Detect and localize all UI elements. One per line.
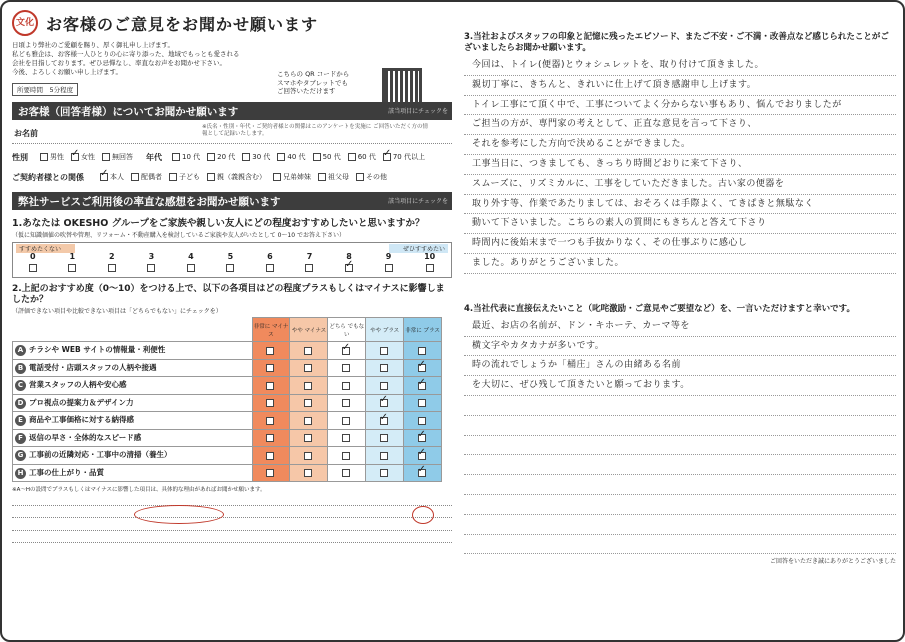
gender-options bbox=[40, 152, 140, 163]
rating-cell[interactable] bbox=[404, 359, 442, 377]
checkbox[interactable] bbox=[342, 399, 350, 407]
item-text: 工事前の近隣対応・工事中の清掃（養生） bbox=[29, 450, 172, 460]
option-label: 本人 bbox=[110, 172, 124, 181]
checkbox[interactable] bbox=[131, 173, 139, 181]
rating-cell[interactable] bbox=[404, 429, 442, 447]
qr-caption-line: スマホやタブレットでも bbox=[277, 78, 349, 87]
qr-caption bbox=[277, 70, 357, 96]
option-item[interactable] bbox=[71, 152, 95, 162]
rating-cell[interactable] bbox=[252, 429, 290, 447]
checkbox[interactable] bbox=[418, 364, 426, 372]
option-item[interactable] bbox=[242, 152, 270, 162]
option-item[interactable] bbox=[383, 152, 425, 162]
item-text: チラシや WEB サイトの情報量・利便性 bbox=[29, 345, 166, 355]
checkbox[interactable] bbox=[266, 264, 274, 272]
handwritten-line: 工事当日に、つきましても、きっちり時間どおりに来て下さり、 bbox=[464, 155, 896, 175]
q2-subtitle: （評価できない項目や比較できない項目は「どちらでもない」にチェックを） bbox=[12, 308, 222, 315]
table-row bbox=[13, 464, 442, 482]
rating-cell[interactable] bbox=[366, 464, 404, 482]
factor-label bbox=[13, 412, 253, 430]
rating-cell[interactable] bbox=[404, 342, 442, 360]
answer-line[interactable] bbox=[464, 475, 896, 495]
rating-cell[interactable] bbox=[366, 447, 404, 465]
checkbox[interactable] bbox=[426, 264, 434, 272]
option-item[interactable] bbox=[356, 172, 387, 182]
checkbox[interactable] bbox=[342, 364, 350, 372]
rating-cell[interactable] bbox=[366, 394, 404, 412]
factor-label bbox=[13, 447, 253, 465]
checkbox[interactable] bbox=[266, 452, 274, 460]
rating-cell[interactable] bbox=[404, 447, 442, 465]
scale-option[interactable] bbox=[345, 252, 353, 272]
option-label: 60 代 bbox=[357, 152, 376, 161]
checkbox[interactable] bbox=[266, 399, 274, 407]
item-badge: D bbox=[15, 398, 26, 409]
checkbox[interactable] bbox=[172, 153, 180, 161]
option-item[interactable] bbox=[131, 172, 162, 182]
option-label: 50 代 bbox=[322, 152, 341, 161]
rating-cell[interactable] bbox=[366, 412, 404, 430]
rating-cell[interactable] bbox=[328, 464, 366, 482]
checkbox[interactable] bbox=[207, 153, 215, 161]
intro-line: 会社を目指しております。ぜひ忌憚なし、率直なお声をお聞かせ下さい。 bbox=[12, 59, 226, 67]
answer-line[interactable] bbox=[12, 493, 452, 506]
option-item[interactable] bbox=[348, 152, 376, 162]
answer-line[interactable] bbox=[464, 455, 896, 475]
checkbox[interactable] bbox=[383, 153, 391, 161]
scale-number: 5 bbox=[227, 252, 234, 261]
scale-number: 7 bbox=[306, 252, 313, 261]
rating-cell[interactable] bbox=[252, 394, 290, 412]
checkbox[interactable] bbox=[305, 264, 313, 272]
handwritten-line: を大切に、ぜひ残して頂きたいと願っております。 bbox=[464, 376, 896, 396]
customer-section-bar bbox=[12, 102, 452, 120]
rating-cell[interactable] bbox=[366, 377, 404, 395]
company-stamp: 文化 bbox=[12, 10, 38, 36]
answer-line[interactable] bbox=[464, 515, 896, 535]
handwritten-line: 時の流れでしょうか「桶庄」さんの由緒ある名前 bbox=[464, 356, 896, 376]
section-title: お客様（回答者様）についてお聞かせ願います bbox=[18, 105, 239, 118]
q3-title: 3.当社およびスタッフの印象と記憶に残ったエピソード、またご不安・ご不満・改善点など感じられたことがございましたらお聞かせ願います。 bbox=[464, 32, 889, 53]
rating-cell[interactable] bbox=[328, 342, 366, 360]
checkbox[interactable] bbox=[147, 264, 155, 272]
option-label: その他 bbox=[366, 172, 387, 181]
checkbox[interactable] bbox=[342, 452, 350, 460]
factor-label bbox=[13, 429, 253, 447]
option-item[interactable] bbox=[207, 152, 235, 162]
scale-option[interactable] bbox=[29, 252, 37, 272]
checkbox[interactable] bbox=[40, 153, 48, 161]
checkbox[interactable] bbox=[313, 153, 321, 161]
intro-text bbox=[12, 41, 257, 77]
table-row bbox=[13, 447, 442, 465]
rating-cell[interactable] bbox=[290, 464, 328, 482]
scale-option[interactable] bbox=[266, 252, 274, 272]
handwritten-line: 最近、お店の名前が、ドン・キホーテ、カーマ等を bbox=[464, 317, 896, 337]
checkbox[interactable] bbox=[304, 434, 312, 442]
checkbox[interactable] bbox=[266, 347, 274, 355]
scale-option[interactable] bbox=[108, 252, 116, 272]
scale-number: 3 bbox=[148, 252, 155, 261]
handwritten-line: ました。ありがとうございました。 bbox=[464, 254, 896, 274]
name-label: お名前 bbox=[14, 129, 38, 138]
service-section-bar bbox=[12, 192, 452, 210]
item-badge: E bbox=[15, 415, 26, 426]
checkbox[interactable] bbox=[385, 264, 393, 272]
checkbox[interactable] bbox=[380, 452, 388, 460]
option-label: 男性 bbox=[50, 152, 64, 161]
answer-line[interactable] bbox=[464, 495, 896, 515]
qr-caption-line: ご回答いただけます bbox=[277, 87, 336, 95]
option-label: 女性 bbox=[81, 152, 95, 161]
factor-body bbox=[13, 342, 442, 482]
item-text: プロ視点の提案力＆デザイン力 bbox=[29, 397, 134, 407]
checkbox[interactable] bbox=[380, 347, 388, 355]
check-note: 該当項目にチェックを bbox=[388, 108, 448, 115]
checkbox[interactable] bbox=[100, 173, 108, 181]
right-column bbox=[464, 8, 896, 638]
rating-cell[interactable] bbox=[404, 377, 442, 395]
scale-low-label: すすめたくない bbox=[16, 244, 75, 253]
factor-label bbox=[13, 359, 253, 377]
scale-number: 0 bbox=[29, 252, 36, 261]
item-badge: G bbox=[15, 450, 26, 461]
checkbox[interactable] bbox=[68, 264, 76, 272]
name-field[interactable] bbox=[12, 122, 452, 144]
rating-cell[interactable] bbox=[328, 429, 366, 447]
checkbox[interactable] bbox=[108, 264, 116, 272]
handwritten-line: トイレ工事にて頂く中で、工事についてよく分からない事もあり、悩んでおりましたが bbox=[464, 96, 896, 116]
item-text: 営業スタッフの人柄や安心感 bbox=[29, 380, 127, 390]
table-row bbox=[13, 377, 442, 395]
scale-option[interactable] bbox=[424, 252, 435, 272]
factor-table bbox=[12, 317, 442, 482]
table-row bbox=[13, 394, 442, 412]
gender-label: 性別 bbox=[12, 152, 28, 162]
rating-cell[interactable] bbox=[290, 394, 328, 412]
rating-cell[interactable] bbox=[366, 342, 404, 360]
rating-cell[interactable] bbox=[366, 429, 404, 447]
checkbox[interactable] bbox=[242, 153, 250, 161]
intro-line: 日頃より弊社のご愛顧を賜り、厚く御礼申し上げます。 bbox=[12, 41, 174, 49]
option-label: 10 代 bbox=[182, 152, 201, 161]
checkbox[interactable] bbox=[304, 417, 312, 425]
answer-line[interactable] bbox=[12, 531, 452, 544]
checkbox[interactable] bbox=[169, 173, 177, 181]
item-text: 返信の早さ・全体的なスピード感 bbox=[29, 432, 142, 442]
blank-header bbox=[13, 318, 253, 342]
relation-options bbox=[100, 172, 394, 183]
checkbox[interactable] bbox=[348, 153, 356, 161]
handwritten-line: スムーズに、リズミカルに、工事をしていただきました。古い家の便器を bbox=[464, 175, 896, 195]
scale-number: 10 bbox=[424, 252, 436, 261]
rating-cell[interactable] bbox=[252, 342, 290, 360]
option-label: 20 代 bbox=[217, 152, 236, 161]
option-label: 配偶者 bbox=[141, 172, 162, 181]
rating-cell[interactable] bbox=[252, 377, 290, 395]
checkbox[interactable] bbox=[418, 469, 426, 477]
scale-numbers bbox=[13, 252, 451, 272]
table-header-row bbox=[13, 318, 442, 342]
time-required: 所要時間 5分程度 bbox=[12, 83, 78, 96]
rating-cell[interactable] bbox=[252, 447, 290, 465]
scale-number: 8 bbox=[346, 252, 352, 261]
item-text: 電話受付・店頭スタッフの人柄や接遇 bbox=[29, 362, 157, 372]
scale-high-label: ぜひすすめたい bbox=[389, 244, 448, 253]
col-head: 非常に プラス bbox=[404, 318, 442, 342]
scale-option[interactable] bbox=[385, 252, 393, 272]
answer-line[interactable] bbox=[12, 518, 452, 531]
checkbox[interactable] bbox=[304, 399, 312, 407]
rating-cell[interactable] bbox=[404, 412, 442, 430]
checkbox[interactable] bbox=[418, 452, 426, 460]
answer-line[interactable] bbox=[464, 436, 896, 456]
answer-line[interactable] bbox=[464, 535, 896, 555]
handwritten-line: 動いて下さいました。こちらの素人の質問にもきちんと答えて下さり bbox=[464, 214, 896, 234]
checkbox[interactable] bbox=[304, 347, 312, 355]
checkbox[interactable] bbox=[266, 434, 274, 442]
option-item[interactable] bbox=[40, 152, 64, 162]
checkbox[interactable] bbox=[380, 364, 388, 372]
age-label: 年代 bbox=[146, 152, 162, 162]
checkbox[interactable] bbox=[342, 347, 350, 355]
option-item[interactable] bbox=[273, 172, 311, 182]
relation-label: ご契約者様との関係 bbox=[12, 172, 84, 182]
checkbox[interactable] bbox=[266, 469, 274, 477]
rating-cell[interactable] bbox=[328, 412, 366, 430]
scale-option[interactable] bbox=[147, 252, 155, 272]
item-badge: C bbox=[15, 380, 26, 391]
rating-cell[interactable] bbox=[290, 447, 328, 465]
checkbox[interactable] bbox=[304, 364, 312, 372]
factor-label bbox=[13, 394, 253, 412]
scale-option[interactable] bbox=[226, 252, 234, 272]
checkbox[interactable] bbox=[266, 417, 274, 425]
factor-label bbox=[13, 342, 253, 360]
handwritten-line: ご担当の方が、専門家の考えとして、正直な意見を言って下さり、 bbox=[464, 115, 896, 135]
relation-row bbox=[12, 170, 452, 184]
option-item[interactable] bbox=[318, 172, 349, 182]
checkbox[interactable] bbox=[266, 382, 274, 390]
age-options bbox=[172, 152, 432, 163]
scale-option[interactable] bbox=[68, 252, 76, 272]
option-label: 40 代 bbox=[287, 152, 306, 161]
checkbox[interactable] bbox=[266, 364, 274, 372]
checkbox[interactable] bbox=[345, 264, 353, 272]
checkbox[interactable] bbox=[304, 452, 312, 460]
col-head: やや マイナス bbox=[290, 318, 328, 342]
option-label: 祖父母 bbox=[328, 172, 349, 181]
rating-cell[interactable] bbox=[328, 359, 366, 377]
item-badge: H bbox=[15, 468, 26, 479]
checkbox[interactable] bbox=[318, 173, 326, 181]
option-item[interactable] bbox=[313, 152, 341, 162]
checkbox[interactable] bbox=[380, 469, 388, 477]
rating-cell[interactable] bbox=[252, 412, 290, 430]
q1-title: 1.あなたは OKESHO グループをご家族や親しい友人にどの程度おすすめしたいと思いますか？ bbox=[12, 218, 425, 229]
option-item[interactable] bbox=[207, 172, 266, 182]
checkbox[interactable] bbox=[380, 417, 388, 425]
scale-number: 9 bbox=[385, 252, 392, 261]
checkbox[interactable] bbox=[342, 434, 350, 442]
option-item[interactable] bbox=[100, 172, 124, 182]
rating-cell[interactable] bbox=[290, 359, 328, 377]
item-text: 商品や工事価格に対する納得感 bbox=[29, 415, 134, 425]
answer-line[interactable] bbox=[464, 416, 896, 436]
option-item[interactable] bbox=[102, 152, 133, 162]
rating-cell[interactable] bbox=[252, 464, 290, 482]
intro-line: 私ども雅企は、お客様一人ひとりの心に寄り添った、地域でもっとも愛される bbox=[12, 50, 240, 58]
checkbox[interactable] bbox=[29, 264, 37, 272]
handwritten-line: それを参考にした方向で決めることができました。 bbox=[464, 135, 896, 155]
checkbox[interactable] bbox=[418, 434, 426, 442]
checkbox[interactable] bbox=[207, 173, 215, 181]
checkbox[interactable] bbox=[102, 153, 110, 161]
checkbox[interactable] bbox=[342, 469, 350, 477]
handwritten-line: 親切丁寧に、きちんと、きれいに仕上げて頂き感謝申し上げます。 bbox=[464, 76, 896, 96]
option-item[interactable] bbox=[172, 152, 200, 162]
factor-label bbox=[13, 464, 253, 482]
answer-line[interactable] bbox=[464, 396, 896, 416]
recommend-scale bbox=[12, 242, 452, 278]
scale-option[interactable] bbox=[187, 252, 195, 272]
scale-number: 1 bbox=[69, 252, 76, 261]
checkbox[interactable] bbox=[187, 264, 195, 272]
checkbox[interactable] bbox=[380, 434, 388, 442]
rating-cell[interactable] bbox=[328, 447, 366, 465]
rating-cell[interactable] bbox=[290, 412, 328, 430]
scale-option[interactable] bbox=[305, 252, 313, 272]
q4-answer[interactable] bbox=[464, 317, 896, 396]
table-row bbox=[13, 429, 442, 447]
handwritten-line: 今回は、トイレ(便器)とウォシュレットを、取り付けて頂きました。 bbox=[464, 56, 896, 76]
checkbox[interactable] bbox=[226, 264, 234, 272]
item-badge: A bbox=[15, 345, 26, 356]
checkbox[interactable] bbox=[418, 347, 426, 355]
option-item[interactable] bbox=[169, 172, 200, 182]
checkbox[interactable] bbox=[356, 173, 364, 181]
intro-line: 今後、よろしくお願い申し上げます。 bbox=[12, 68, 122, 76]
rating-cell[interactable] bbox=[290, 429, 328, 447]
checkbox[interactable] bbox=[304, 469, 312, 477]
checkbox[interactable] bbox=[71, 153, 79, 161]
rating-cell[interactable] bbox=[328, 394, 366, 412]
checkbox[interactable] bbox=[342, 382, 350, 390]
answer-line[interactable] bbox=[12, 506, 452, 519]
q2-title: 2.上記のおすすめ度（0〜10）をつける上で、以下の各項目はどの程度プラスもしくはマイナスに影響しましたか？ bbox=[12, 284, 445, 305]
option-label: 70 代以上 bbox=[392, 152, 425, 161]
checkbox[interactable] bbox=[380, 382, 388, 390]
col-head: どちら でもない bbox=[328, 318, 366, 342]
option-label: 子ども bbox=[179, 172, 200, 181]
rating-cell[interactable] bbox=[328, 377, 366, 395]
scale-number: 4 bbox=[188, 252, 194, 261]
table-row bbox=[13, 412, 442, 430]
rating-cell[interactable] bbox=[366, 359, 404, 377]
rating-cell[interactable] bbox=[252, 359, 290, 377]
item-badge: F bbox=[15, 433, 26, 444]
handwritten-line: 取り外す等、作業であたりましては、おそろくは手際よく、てきぱきと無駄なく bbox=[464, 195, 896, 215]
checkbox[interactable] bbox=[380, 399, 388, 407]
section-title: 弊社サービスご利用後の率直な感想をお聞かせ願います bbox=[18, 195, 281, 208]
gender-age-row bbox=[12, 150, 452, 164]
checkbox[interactable] bbox=[273, 173, 281, 181]
handdrawn-circle bbox=[412, 506, 434, 524]
privacy-note: ※氏名・性別・年代・ご契約者様との関係はこのアンケートを実施に ご回答いただく方の情報として記録いたします。 bbox=[202, 124, 429, 137]
q1-subtitle: （仮に知識価値の吹替や管理、リフォーム・不動産購入を検討しているご家族や友人がいたとして 0〜10 でお答え下さい） bbox=[12, 232, 345, 239]
check-note: 該当項目にチェックを bbox=[388, 198, 448, 205]
checkbox[interactable] bbox=[418, 417, 426, 425]
option-label: 30 代 bbox=[252, 152, 271, 161]
option-item[interactable] bbox=[277, 152, 305, 162]
rating-cell[interactable] bbox=[404, 394, 442, 412]
table-row bbox=[13, 359, 442, 377]
option-label: 無回答 bbox=[112, 152, 133, 161]
left-column bbox=[12, 8, 452, 638]
scale-number: 6 bbox=[267, 252, 273, 261]
handdrawn-circle bbox=[134, 505, 224, 524]
factor-label bbox=[13, 377, 253, 395]
table-row bbox=[13, 342, 442, 360]
col-head: 非常に マイナス bbox=[252, 318, 290, 342]
handwritten-line: 横文字やカタカナが多いです。 bbox=[464, 337, 896, 357]
option-label: 親（義親含む） bbox=[217, 172, 266, 181]
q4-title: 4.当社代表に直接伝えたいこと（叱咤激励・ご意見やご要望など）を、一言いただけますと幸いです。 bbox=[464, 303, 855, 314]
q3-answer[interactable] bbox=[464, 56, 896, 274]
rating-cell[interactable] bbox=[290, 342, 328, 360]
item-badge: B bbox=[15, 363, 26, 374]
rating-cell[interactable] bbox=[290, 377, 328, 395]
option-label: 兄弟姉妹 bbox=[283, 172, 311, 181]
header bbox=[12, 8, 452, 38]
thanks-note: ご回答をいただき誠にありがとうございました bbox=[769, 558, 896, 566]
checkbox[interactable] bbox=[277, 153, 285, 161]
footnote: ※A〜Hの設問でプラスもしくはマイナスに影響した項目は、具体的な理由があればお聞かせ願います。 bbox=[12, 487, 266, 493]
checkbox[interactable] bbox=[342, 417, 350, 425]
handwritten-line: 時間内に後始末まで一つも手抜かりなく、その仕事ぶりに感心し bbox=[464, 234, 896, 254]
checkbox[interactable] bbox=[418, 399, 426, 407]
page-title: お客様のご意見をお聞かせ願います bbox=[46, 14, 319, 34]
checkbox[interactable] bbox=[304, 382, 312, 390]
rating-cell[interactable] bbox=[404, 464, 442, 482]
checkbox[interactable] bbox=[418, 382, 426, 390]
qr-caption-line: こちらの QR コードから bbox=[277, 70, 350, 78]
col-head: やや プラス bbox=[366, 318, 404, 342]
item-text: 工事の仕上がり・品質 bbox=[29, 467, 104, 477]
scale-number: 2 bbox=[109, 252, 115, 261]
